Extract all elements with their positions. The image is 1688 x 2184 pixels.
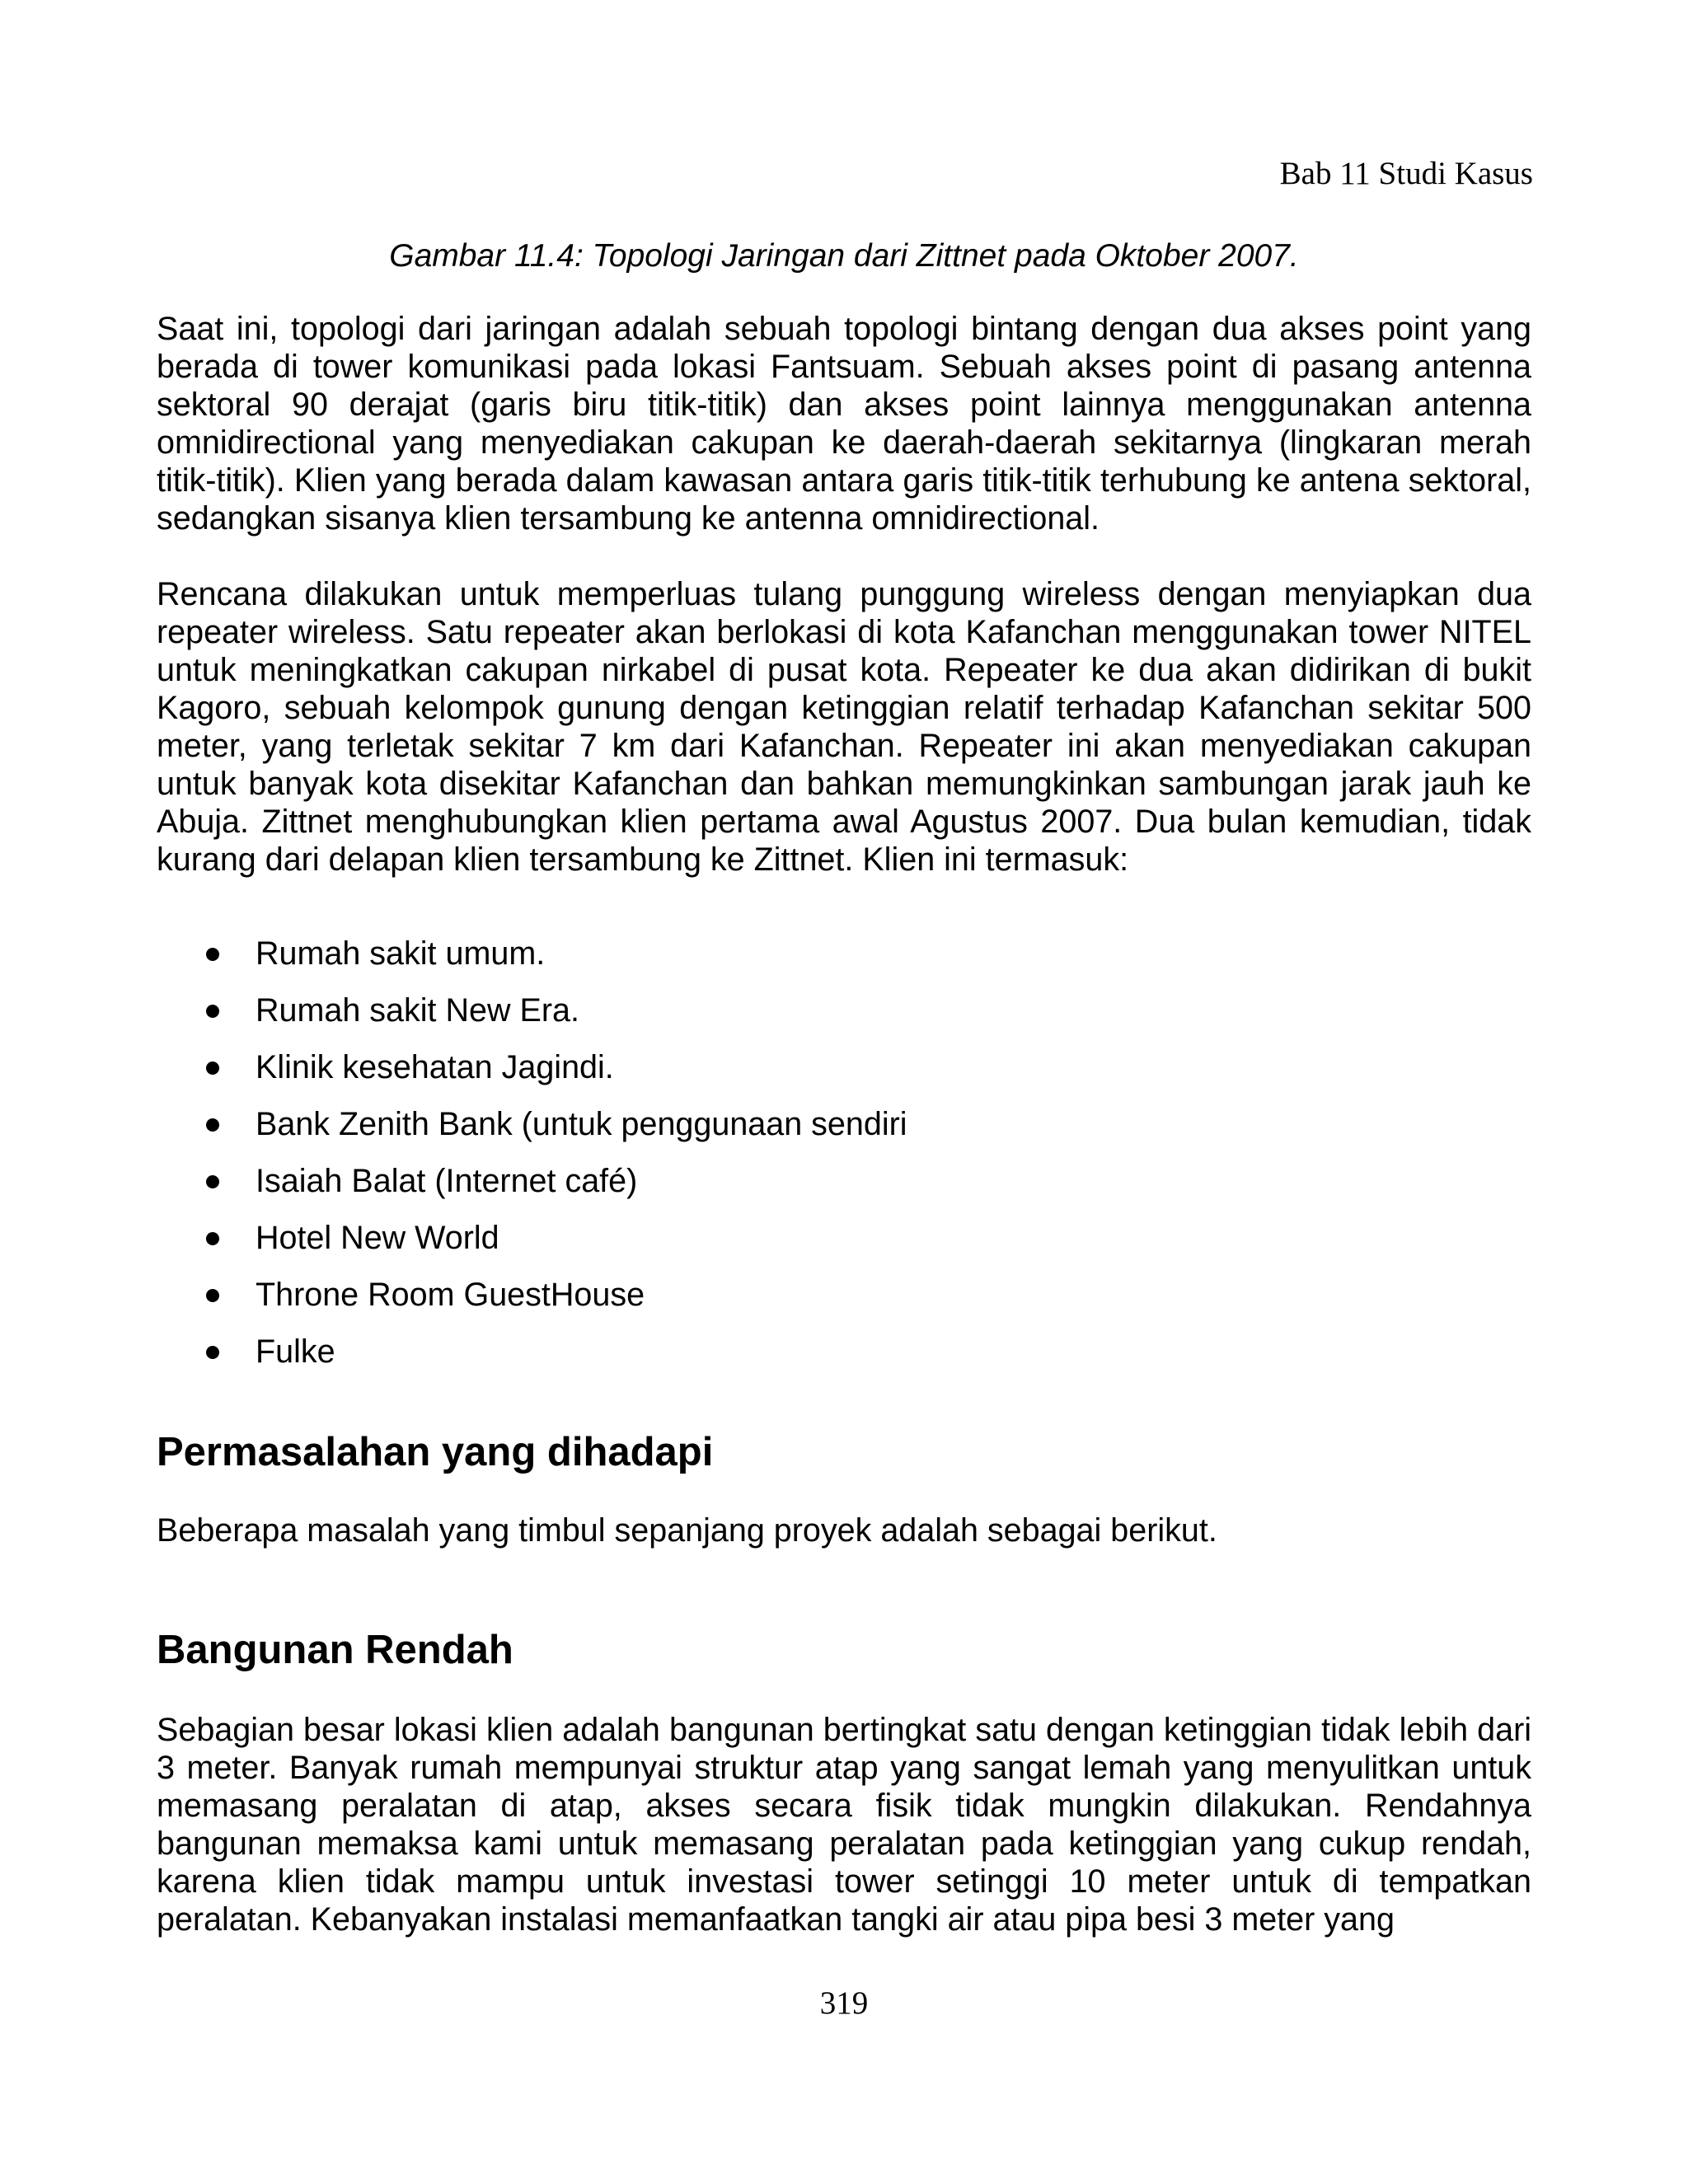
list-item — [157, 935, 907, 991]
list-item — [157, 1048, 907, 1105]
paragraph-expansion-plan: Rencana dilakukan untuk memperluas tulang punggung wireless dengan menyiapkan dua repeater wireless. Satu repeater akan berlokasi di kota Kafanchan menggunakan tower NITEL untuk meningkatkan cakupan nirkabel di pusat kota. Repeater ke dua akan didirikan di bukit Kagoro, sebuah kelompok gunung dengan ketinggian relatif terhadap Kafanchan sekitar 500 meter, yang terletak sekitar 7 km dari Kafanchan. Repeater ini akan menyediakan cakupan untuk banyak kota disekitar Kafanchan dan bahkan memungkinkan sambungan jarak jauh ke Abuja. Zittnet menghubungkan klien pertama awal Agustus 2007. Dua bulan kemudian, tidak kurang dari delapan klien tersambung ke Zittnet. Klien ini termasuk: — [157, 576, 1531, 878]
list-item-text: Klinik kesehatan Jagindi. — [256, 1049, 614, 1085]
list-item — [157, 1105, 907, 1162]
list-item — [157, 1219, 907, 1276]
list-item — [157, 991, 907, 1048]
section-heading-low-buildings: Bangunan Rendah — [157, 1628, 513, 1672]
bullet-icon — [206, 1118, 219, 1132]
section-heading-problems: Permasalahan yang dihadapi — [157, 1430, 714, 1474]
bullet-icon — [206, 1005, 219, 1018]
list-item-text: Rumah sakit umum. — [256, 935, 546, 972]
list-item-text: Bank Zenith Bank (untuk penggunaan sendiri — [256, 1106, 907, 1142]
bullet-icon — [206, 1232, 219, 1245]
bullet-icon — [206, 1289, 219, 1302]
running-header: Bab 11 Studi Kasus — [1279, 156, 1533, 191]
bullet-icon — [206, 1346, 219, 1359]
list-item-text: Fulke — [256, 1333, 335, 1370]
client-list — [157, 935, 907, 1390]
list-item — [157, 1276, 907, 1333]
list-item-text: Rumah sakit New Era. — [256, 992, 579, 1029]
bullet-icon — [206, 1175, 219, 1188]
page-number: 319 — [819, 1985, 869, 2021]
paragraph-topology: Saat ini, topologi dari jaringan adalah sebuah topologi bintang dengan dua akses point yang berada di tower komunikasi pada lokasi Fantsuam. Sebuah akses point di pasang antenna sektoral 90 derajat (garis biru titik-titik) dan akses point lainnya menggunakan antenna omnidirectional yang menyediakan cakupan ke daerah-daerah sekitarnya (lingkaran merah titik-titik). Klien yang berada dalam kawasan antara garis titik-titik terhubung ke antena sektoral, sedangkan sisanya klien tersambung ke antenna omnidirectional. — [157, 311, 1531, 537]
paragraph-problems-intro: Beberapa masalah yang timbul sepanjang proyek adalah sebagai berikut. — [157, 1512, 1217, 1549]
bullet-icon — [206, 1062, 219, 1075]
list-item — [157, 1333, 907, 1390]
list-item-text: Isaiah Balat (Internet café) — [256, 1163, 638, 1199]
bullet-icon — [206, 948, 219, 961]
figure-caption: Gambar 11.4: Topologi Jaringan dari Zittnet pada Oktober 2007. — [389, 238, 1299, 274]
list-item — [157, 1162, 907, 1219]
list-item-text: Hotel New World — [256, 1220, 499, 1256]
list-item-text: Throne Room GuestHouse — [256, 1277, 645, 1313]
paragraph-low-buildings: Sebagian besar lokasi klien adalah bangunan bertingkat satu dengan ketinggian tidak lebih dari 3 meter. Banyak rumah mempunyai struktur atap yang sangat lemah yang menyulitkan untuk memasang peralatan di atap, akses secara fisik tidak mungkin dilakukan. Rendahnya bangunan memaksa kami untuk memasang peralatan pada ketinggian yang cukup rendah, karena klien tidak mampu untuk investasi tower setinggi 10 meter untuk di tempatkan peralatan. Kebanyakan instalasi memanfaatkan tangki air atau pipa besi 3 meter yang — [157, 1712, 1531, 1938]
